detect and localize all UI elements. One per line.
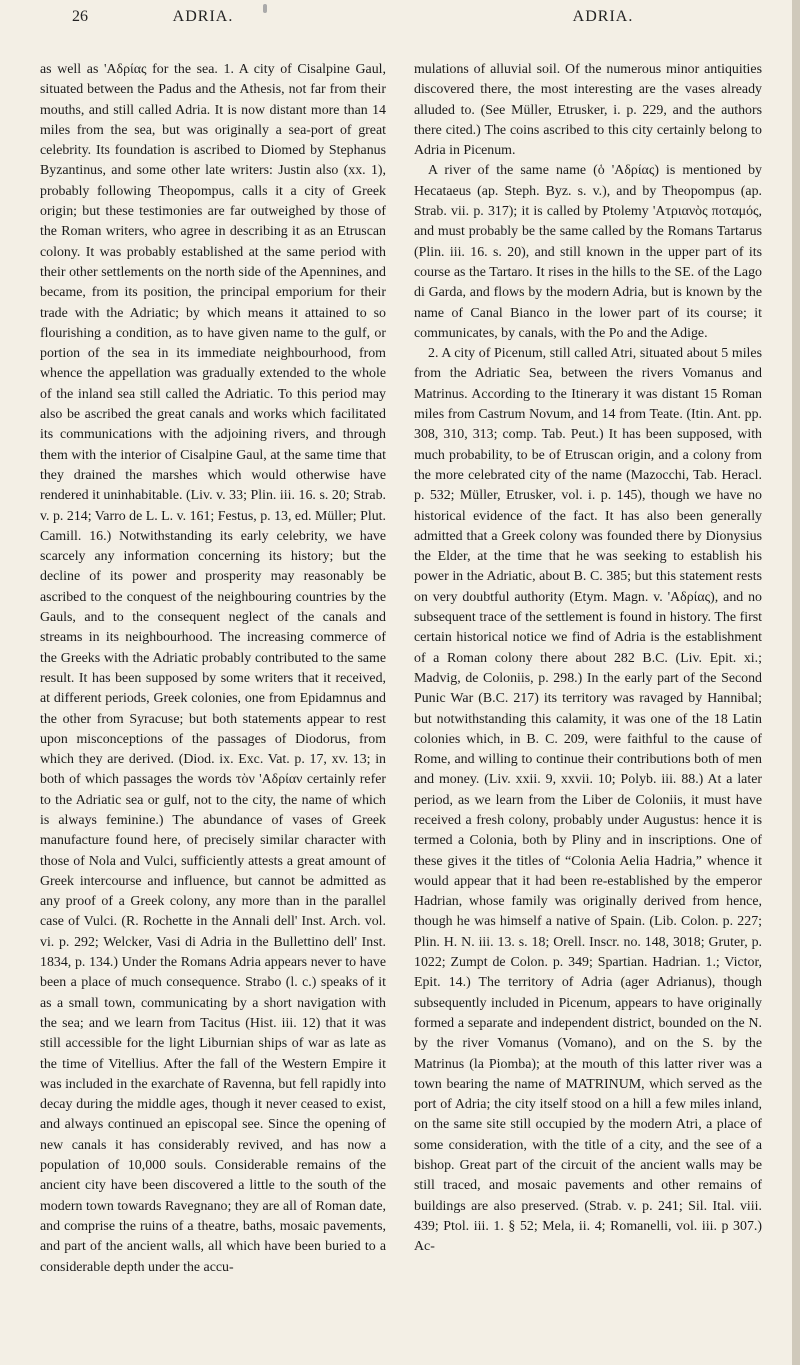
running-title-left: ADRIA. xyxy=(172,8,234,25)
page-number: 26 xyxy=(72,8,88,25)
paragraph: A river of the same name (ὁ 'Αδρίας) is mentioned by Hecataeus (ap. Steph. Byz. s. v.), and by Theopompus (ap. Strab. vii. p. 317); it is called by Ptolemy 'Ατριανὸς ποταμός, and must probably be the same called by the Romans Tartarus (Plin. iii. 16. s. 20), and still known in the upper part of its course as the Tartaro. It rises in the hills to the SE. of the Lago di Garda, and flows by the modern Adria, but is known by the name of Canal Bianco in the lower part of its course; it communicates, by canals, with the Po and the Adige. xyxy=(414,163,762,341)
running-title-right: ADRIA. xyxy=(572,8,634,25)
paragraph: 2. A city of Picenum, still called Atri, situated about 5 miles from the Adriatic Sea, between the rivers Vomanus and Matrinus. According to the Itinerary it was distant 15 Roman miles from Castrum Novum, and 14 from Teate. (Itin. Ant. pp. 308, 310, 313; comp. Tab. Peut.) It has been supposed, with much probability, to be of Etruscan origin, and a colony from the more celebrated city of the name (Mazocchi, Tab. Heracl. p. 532; Müller, Etrusker, vol. i. p. 145), though we have no historical evidence of the fact. It has also been generally admitted that a Greek colony was founded there by Dionysius the Elder, at the time that he was seeking to establish his power in the Adriatic, about B. C. 385; but this statement rests on very doubtful authority (Etym. Magn. v. 'Αδρίας), and no subsequent trace of the settlement is found in history. The first certain historical notice we find of Adria is the establishment of a Roman colony there about 282 B.C. (Liv. Epit. xi.; Madvig, de Coloniis, p. 298.) In the early part of the Second Punic War (B.C. 217) its territory was ravaged by Hannibal; but notwithstanding this calamity, it was one of the 18 Latin colonies which, in B. C. 209, were faithful to the cause of Rome, and willing to continue their contributions both of men and money. (Liv. xxii. 9, xxvii. 10; Polyb. iii. 88.) At a later period, as we learn from the Liber de Coloniis, it must have received a fresh colony, probably under Augustus: hence it is termed a Colonia, both by Pliny and in inscriptions. One of these gives it the titles of “Colonia Aelia Hadria,” whence it would appear that it had been re-established by the emperor Hadrian, whose family was originally derived from hence, though he was himself a native of Spain. (Lib. Colon. p. 227; Plin. H. N. iii. 13. s. 18; Orell. Inscr. no. 148, 3018; Gruter, p. 1022; Zumpt de Colon. p. 349; Spartian. Hadrian. 1.; Victor, Epit. 14.) The territory of Adria (ager Adrianus), though subsequently included in Picenum, appears to have originally formed a separate and independent district, bounded on the N. by the river Vomanus (Vomano), and on the S. by the Matrinus (la Piomba); at the mouth of this latter river was a town bearing the name of MATRINUM, which served as the port of Adria; the city itself stood on a hill a few miles inland, on the same site still occupied by the modern Atri, a place of some consideration, with the title of a city, and the see of a bishop. Great part of the circuit of the ancient walls may be still traced, and mosaic pavements and other remains of buildings are also preserved. (Strab. v. p. 241; Sil. Ital. viii. 439; Ptol. iii. 1. § 52; Mela, ii. 4; Romanelli, vol. iii. p 307.) Ac- xyxy=(414,346,762,1255)
text-column-right xyxy=(414,60,762,1359)
text-column-left xyxy=(40,60,386,1359)
paragraph: mulations of alluvial soil. Of the numerous minor antiquities discovered there, the most interesting are the vases already alluded to. (See Müller, Etrusker, i. p. 229, and the authors there cited.) The coins ascribed to this city certainly belong to Adria in Picenum. xyxy=(414,62,762,159)
page-edge xyxy=(792,0,800,1365)
paragraph: as well as 'Αδρίας for the sea. 1. A city of Cisalpine Gaul, situated between the Padus and the Athesis, not far from their mouths, and still called Adria. It is now distant more than 14 miles from the sea, but was originally a sea-port of great celebrity. Its foundation is ascribed to Diomed by Stephanus Byzantinus, and some other late writers: Justin also (xx. 1), probably following Theopompus, calls it a city of Greek origin; but these testimonies are far outweighed by those of the Roman writers, who agree in describing it as an Etruscan colony. It was probably established at the same period with their other settlements on the north side of the Apennines, and became, from its position, the principal emporium for their trade with the Adriatic; by which means it attained to so flourishing a condition, as to have given name to the gulf, or portion of the sea in its immediate neighbourhood, from whence the appellation was gradually extended to the whole of the inland sea still called the Adriatic. To this period may also be ascribed the great canals and works which facilitated its communications with the adjoining rivers, and through them with the interior of Cisalpine Gaul, at the same time that they drained the marshes which would otherwise have rendered it uninhabitable. (Liv. v. 33; Plin. iii. 16. s. 20; Strab. v. p. 214; Varro de L. L. v. 161; Festus, p. 13, ed. Müller; Plut. Camill. 16.) Notwithstanding its early celebrity, we have scarcely any information concerning its history; but the decline of its power and prosperity may reasonably be ascribed to the conquest of the neighbouring countries by the Gauls, and to the consequent neglect of the canals and streams in its neighbourhood. The increasing commerce of the Greeks with the Adriatic probably contributed to the same result. It has been supposed by some writers that it received, at different periods, Greek colonies, one from Epidamnus and the other from Syracuse; but both statements appear to rest upon misconceptions of the passages of Diodorus, from which they are derived. (Diod. ix. Exc. Vat. p. 17, xv. 13; in both of which passages the words τὸν 'Αδρίαν certainly refer to the Adriatic sea or gulf, not to the city, the name of which is always feminine.) The abundance of vases of Greek manufacture found here, of precisely similar character with those of Nola and Vulci, sufficiently attests a great amount of Greek intercourse and influence, but cannot be admitted as any proof of a Greek colony, any more than in the parallel case of Vulci. (R. Rochette in the Annali dell' Inst. Arch. vol. vi. p. 292; Welcker, Vasi di Adria in the Bullettino dell' Inst. 1834, p. 134.) Under the Romans Adria appears never to have been a place of much consequence. Strabo (l. c.) speaks of it as a small town, communicating by a short navigation with the sea; and we learn from Tacitus (Hist. iii. 12) that it was still accessible for the light Liburnian ships of war as late as the time of Vitellius. After the fall of the Western Empire it was included in the exarchate of Ravenna, but fell rapidly into decay during the middle ages, though it never ceased to exist, and always continued an episcopal see. Since the opening of new canals it has considerably revived, and has now a population of 10,000 souls. Considerable remains of the ancient city have been discovered a little to the south of the modern town towards Ravegnano; they are all of Roman date, and comprise the ruins of a theatre, baths, mosaic pavements, and part of the ancient walls, all which have been buried to a considerable depth under the accu- xyxy=(40,62,386,1275)
running-header xyxy=(0,8,800,32)
